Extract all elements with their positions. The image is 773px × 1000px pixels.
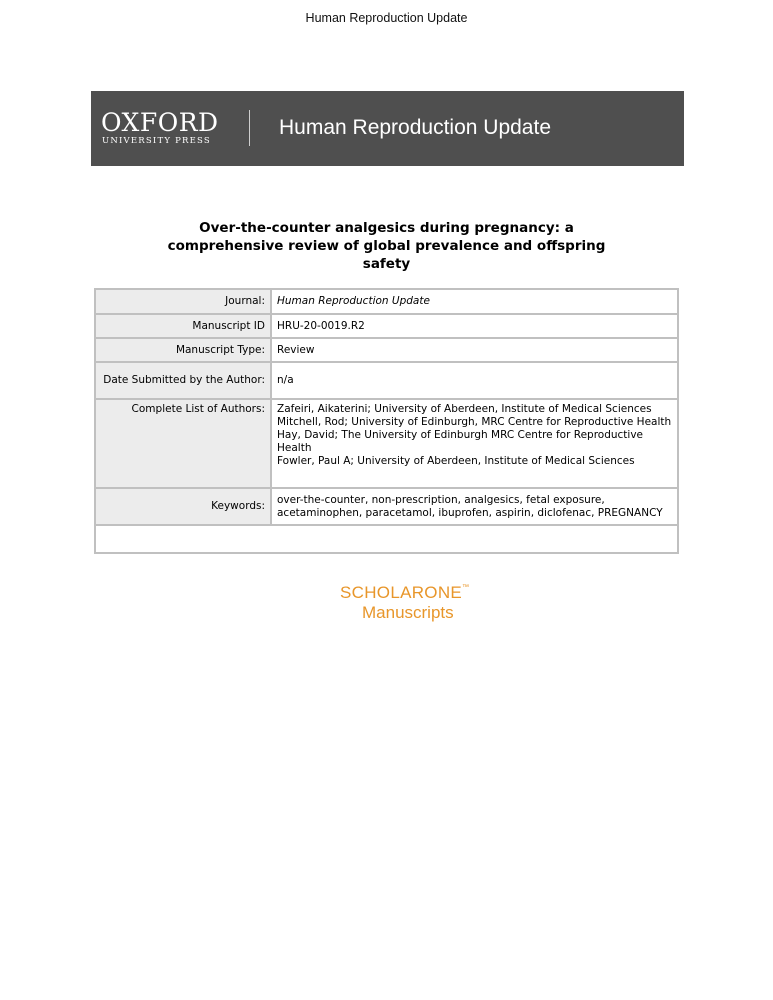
author-entry: Hay, David; The University of Edinburgh MRC Centre for Reproductive Health xyxy=(277,429,644,454)
journal-label: Journal: xyxy=(95,289,271,314)
table-row xyxy=(95,399,678,488)
scholarone-wordmark xyxy=(340,583,469,603)
journal-value: Human Reproduction Update xyxy=(271,289,678,314)
scholarone-trademark: ™ xyxy=(462,584,470,591)
table-row xyxy=(95,338,678,362)
empty-table-row xyxy=(95,525,678,553)
oxford-logo-press: UNIVERSITY PRESS xyxy=(102,136,211,146)
author-entry: Mitchell, Rod; University of Edinburgh, MRC Centre for Reproductive Health xyxy=(277,416,672,428)
authors-value xyxy=(271,399,678,488)
scholarone-one: ONE xyxy=(424,583,463,602)
table-row xyxy=(95,362,678,399)
table-row xyxy=(95,314,678,338)
scholarone-manuscripts: Manuscripts xyxy=(362,603,454,622)
title-line: comprehensive review of global prevalence and offspring xyxy=(167,238,606,254)
table-row xyxy=(95,525,678,553)
manuscript-type-value: Review xyxy=(271,338,678,362)
authors-label: Complete List of Authors: xyxy=(95,399,271,488)
journal-banner xyxy=(91,91,684,166)
banner-journal-name: Human Reproduction Update xyxy=(279,116,551,139)
running-header: Human Reproduction Update xyxy=(305,11,468,25)
scholarone-scholar: SCHOLAR xyxy=(340,583,425,602)
title-line: safety xyxy=(362,256,411,272)
table-row xyxy=(95,488,678,525)
keywords-value: over-the-counter, non-prescription, analgesics, fetal exposure, acetaminophen, paracetamol, ibuprofen, aspirin, diclofenac, PREGNANCY xyxy=(271,488,678,525)
table-row xyxy=(95,289,678,314)
paper-title xyxy=(140,219,633,273)
oxford-logo-word: OXFORD xyxy=(101,108,219,137)
author-entry: Fowler, Paul A; University of Aberdeen, Institute of Medical Sciences xyxy=(277,455,635,467)
manuscript-metadata-table xyxy=(94,288,679,554)
keywords-label: Keywords: xyxy=(95,488,271,525)
author-entry: Zafeiri, Aikaterini; University of Aberdeen, Institute of Medical Sciences xyxy=(277,403,652,415)
scholarone-logo xyxy=(340,583,469,623)
manuscript-id-label: Manuscript ID xyxy=(95,314,271,338)
date-submitted-value: n/a xyxy=(271,362,678,399)
banner-divider xyxy=(249,110,250,146)
title-line: Over-the-counter analgesics during pregnancy: a xyxy=(199,220,574,236)
manuscript-type-label: Manuscript Type: xyxy=(95,338,271,362)
date-submitted-label: Date Submitted by the Author: xyxy=(95,362,271,399)
manuscript-id-value: HRU-20-0019.R2 xyxy=(271,314,678,338)
